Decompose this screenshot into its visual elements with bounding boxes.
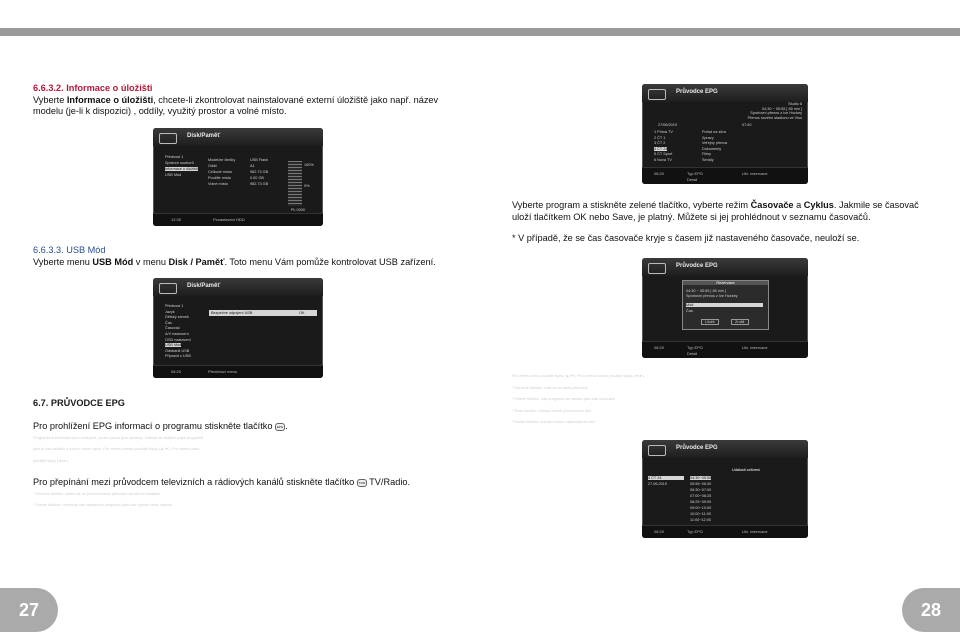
- epg-button-icon: EPG: [276, 424, 284, 429]
- menu-item[interactable]: Čas: [165, 320, 172, 325]
- epg-logo-icon: [648, 89, 666, 100]
- info-value: 982.73 GB: [250, 170, 269, 174]
- heading-epg: 6.7. PRŮVODCE EPG: [33, 398, 125, 408]
- channel-item[interactable]: 6 Nova TV: [654, 157, 672, 162]
- pct-used: 0%: [304, 184, 310, 188]
- channel-item[interactable]: 5 ČT Sport: [654, 152, 673, 156]
- menu-item[interactable]: USB Mód: [165, 173, 182, 177]
- cancel-button[interactable]: Zrušit: [731, 319, 749, 325]
- menu-item[interactable]: Připravit z USB: [165, 354, 191, 359]
- section-epg: [33, 398, 463, 410]
- shot-title: Průvodce EPG: [676, 445, 718, 451]
- hint-reserve: Ukl. rezervace: [742, 345, 768, 350]
- clock: 08:20: [654, 529, 665, 534]
- event-time[interactable]: 07:00~08:25: [690, 494, 712, 498]
- info-label: Celkové místo: [208, 170, 233, 174]
- hint-reserve: Ukl. rezervace: [742, 529, 768, 534]
- menu-item[interactable]: Správce souborů: [165, 161, 194, 165]
- clock: 08:20: [654, 171, 665, 176]
- top-bar: [0, 28, 960, 36]
- paragraph-line: * Zelené tlačítko: čas programu se nastaví jako čas časovače: [512, 397, 615, 401]
- paragraph-line: modelu (je-li k dispozici) , oddíly, využitý prostor a volné místo.: [33, 106, 287, 116]
- paragraph-line: Programové informace jsou dostupné, pouze pokud jsou vysílány. Zobrazí se detailní popis programů: [33, 435, 204, 440]
- program-info: Studio 8: [788, 102, 802, 106]
- usage-bar: [288, 161, 302, 206]
- page-number-left: 27: [0, 588, 58, 632]
- paragraph-line: jako je čas začátku a konce, název apod. Pro změnu kanálu použijte šipky (▲/▼). Pro změnu času: [33, 447, 200, 451]
- info-label: Použité místo: [208, 176, 232, 180]
- menu-item[interactable]: OSD nastavení: [165, 337, 191, 342]
- program-item[interactable]: Veřejný přenos: [702, 141, 728, 145]
- clock: 08:20: [654, 345, 665, 350]
- shot-title: Průvodce EPG: [676, 89, 718, 95]
- program-item[interactable]: Seriály: [702, 157, 714, 162]
- tv-radio-button-icon: TV/R: [358, 480, 366, 485]
- epg-intro: Pro prohlížení EPG informací o programu stiskněte tlačítko EPG . Programové informace jsou dostupné, pouze pokud jsou vysílány. Zobrazí se detailní popis programů jako je čas začátku a konce, název apod. Pro změnu kanálu použijte šipky (▲/▼). Pro změnu času použijte šipky (◄/►). Pro přepínání mezi průvodcem televizních a rádiových kanálů stiskněte tlačítko TV/R TV/Radio. * Červené tlačítko: změní se na jednoduchého průvodce aktuálním kanálem. * Zelené tlačítko: rezervuje čas vybraného programu jako čas vypnutí nebo zapnutí.: [33, 421, 448, 512]
- event-time[interactable]: 06:30~07:00: [690, 488, 712, 492]
- info-label: Model/ze čtečky: [208, 158, 236, 162]
- date: 27.06.2019: [648, 482, 668, 486]
- info-value: A1: [250, 164, 255, 168]
- program-info: 04:30 ~ 05:55 [ 85 min ]: [761, 106, 802, 111]
- program-item[interactable]: Filmy: [702, 152, 712, 156]
- back-icon: [159, 283, 177, 294]
- menu-item[interactable]: Jazyk: [165, 309, 175, 314]
- epg-keys-text: [512, 371, 942, 429]
- info-value: 0.00 GB: [250, 176, 264, 180]
- event-time[interactable]: 09:00~10:00: [690, 506, 712, 510]
- footer-hint: Předchozí menu: [208, 369, 238, 374]
- mode-select[interactable]: Mód: [686, 303, 763, 307]
- hint-detail: Detail: [687, 351, 698, 356]
- list-header: Události zařízení: [732, 468, 761, 472]
- hint-type: Typ EPG: [687, 529, 704, 534]
- paragraph-line: Vyberte Informace o úložišti, chcete-li zkontrolovat nainstalované externí úložiště jako např. název: [33, 94, 439, 105]
- heading-info-storage: 6.6.3.2. Informace o úložišti: [33, 83, 153, 93]
- event-time[interactable]: 10:00~11:00: [690, 512, 711, 516]
- bullet-item: * Zelené tlačítko: rezervuje čas vybraného programu jako čas vypnutí nebo zapnutí.: [33, 503, 174, 507]
- paragraph-line: Pro změnu času použijte šipky (▲/▼). Pro změnu kanálu použijte šipky (◄/►).: [512, 374, 646, 378]
- event-time[interactable]: 11:00~12:00: [690, 518, 711, 522]
- channel-item[interactable]: 3 ČT 2: [654, 141, 666, 145]
- channel-item[interactable]: 1 Prima TV: [654, 130, 673, 134]
- dialog-line: 04:30 ~ 05:55 [ 85 min ]: [686, 289, 727, 293]
- hint-detail: Detail: [687, 177, 698, 182]
- menu-item[interactable]: Přednost 1: [165, 155, 184, 159]
- page-number-right: 28: [902, 588, 960, 632]
- menu-item[interactable]: Časovač: [165, 326, 180, 331]
- bullet-item: * Červené tlačítko: změní se na jednoduchého průvodce aktuálním kanálem.: [33, 491, 162, 496]
- clock: 08:20: [171, 369, 182, 374]
- screenshot-disk-info: [153, 128, 323, 226]
- program-info: Sportovní přenos z Ice Hockey: [750, 111, 802, 115]
- reservation-dialog: [682, 280, 769, 330]
- shot-title: Průvodce EPG: [676, 263, 718, 269]
- menu-item[interactable]: Přednost 1: [165, 304, 184, 308]
- program-item[interactable]: Zpravy: [702, 135, 714, 140]
- hint-type: Typ EPG: [687, 345, 704, 350]
- screenshot-usb-mode: [153, 278, 323, 378]
- paragraph-line: * Modré tlačítko: zobrazí rozvrh následujícího dne: [512, 420, 596, 424]
- back-icon: [159, 133, 177, 144]
- menu-item[interactable]: Odstranit USB: [165, 348, 190, 353]
- dialog-title: Rezervace: [683, 281, 768, 285]
- epg-logo-icon: [648, 263, 666, 274]
- menu-item[interactable]: Informace o úložišti: [165, 167, 198, 171]
- shot-title: Disk/Paměť: [187, 133, 221, 139]
- pct-full: 100%: [304, 163, 314, 167]
- program-item[interactable]: Pořad na zítra: [702, 130, 726, 134]
- channel-item[interactable]: 4 ČT 24: [654, 146, 668, 151]
- screenshot-epg-reservation: [642, 258, 808, 358]
- shot-title: Disk/Paměť: [187, 283, 221, 289]
- menu-item[interactable]: USB Mód: [165, 343, 182, 348]
- event-time[interactable]: 08:25~09:00: [690, 500, 712, 504]
- program-item[interactable]: Dokumenty: [702, 146, 722, 151]
- save-button[interactable]: Uložit: [701, 319, 719, 325]
- section-info-storage: [33, 83, 463, 118]
- safe-remove-label: Bezpečné odpojení USB: [211, 311, 253, 315]
- time: 07:40: [742, 123, 752, 127]
- heading-usb-mode: 6.6.3.3. USB Mód: [33, 245, 106, 255]
- info-label: Oddíl: [208, 164, 218, 168]
- menu-item[interactable]: Dětský zámek: [165, 315, 189, 320]
- pct-label: PL 0000: [291, 208, 306, 212]
- menu-item[interactable]: A/V nastavení: [165, 332, 189, 336]
- hint-reserve: Ukl. rezervace: [742, 171, 768, 176]
- safe-remove-value[interactable]: OK: [299, 311, 305, 315]
- info-value: USB Flash: [250, 158, 269, 162]
- paragraph-line: Vyberte menu USB Mód v menu Disk / Paměť. Toto menu Vám pomůže kontrolovat USB zařízení.: [33, 256, 436, 267]
- screenshot-epg-guide: [642, 84, 808, 184]
- screenshot-epg-list: [642, 440, 808, 538]
- time-field[interactable]: Čas: [686, 309, 693, 313]
- channel-item[interactable]: 2 ČT 1: [654, 135, 666, 140]
- paragraph-line: * Červené tlačítko: vrátí se do multi průvodce: [512, 385, 588, 390]
- footer-hint: Pozastavení HDD: [213, 217, 245, 222]
- program-info: Přenos nového stadionu ve Visu: [747, 115, 802, 120]
- event-time[interactable]: 04:30~05:55: [690, 476, 712, 480]
- hint-type: Typ EPG: [687, 171, 704, 176]
- date: 27/06/2019: [658, 123, 678, 127]
- dialog-line: Sportovní přenos z Ice Hockey: [686, 294, 738, 298]
- timer-note: * V případě, že se čas časovače kryje s časem již nastaveného časovače, neuloží se.: [512, 233, 860, 243]
- channel: 4 ČT 24: [648, 476, 684, 480]
- info-value: 982.73 GB: [250, 182, 269, 186]
- epg-timer-text: Vyberte program a stiskněte zelené tlačítko, vyberte režim Časovače a Cyklus. Jakmile se časovač uloží tlačítkem OK nebo Save, je platný. Můžete si jej prohlédnout v seznamu časovačů. * V případě, že se čas časovače kryje s časem již nastaveného časovače, neuloží se.: [512, 200, 942, 245]
- epg-logo-icon: [648, 445, 666, 456]
- info-label: Volné místo: [208, 182, 228, 186]
- event-time[interactable]: 05:55~06:30: [690, 482, 712, 486]
- paragraph-line: * Žluté tlačítko: zobrazí rozvrh předchozího dne: [512, 408, 592, 413]
- section-usb-mode: [33, 245, 463, 268]
- clock: 12:30: [171, 217, 182, 222]
- paragraph-line: použijte šipky (◄/►).: [33, 458, 70, 463]
